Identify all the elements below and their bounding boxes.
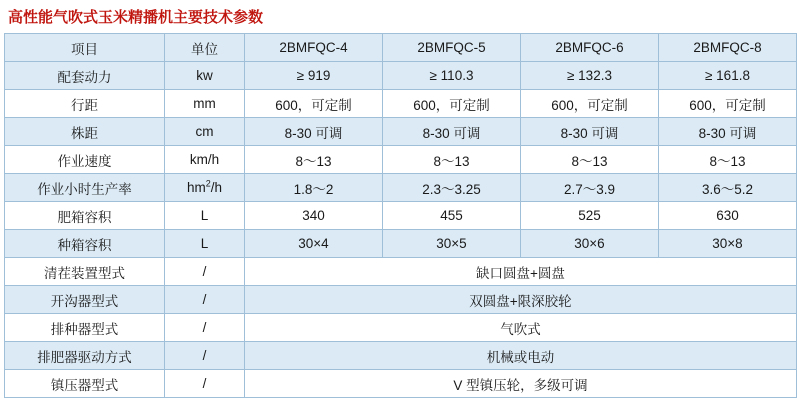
row-value: 2.3～3.25: [383, 174, 521, 202]
row-item-label: 配套动力: [5, 62, 165, 90]
row-value: 8～13: [521, 146, 659, 174]
row-value-merged: 机械或电动: [245, 342, 797, 370]
table-row: [5, 370, 797, 398]
page-title: 高性能气吹式玉米精播机主要技术参数: [8, 9, 264, 26]
row-unit: cm: [165, 118, 245, 146]
column-header-model-4: 2BMFQC-8: [659, 34, 797, 62]
table-row: [5, 174, 797, 202]
row-value: 8～13: [245, 146, 383, 174]
row-value: 2.7～3.9: [521, 174, 659, 202]
table-row: [5, 258, 797, 286]
row-unit: mm: [165, 90, 245, 118]
row-item-label: 株距: [5, 118, 165, 146]
table-row: [5, 202, 797, 230]
column-header-model-2: 2BMFQC-5: [383, 34, 521, 62]
row-item-label: 肥箱容积: [5, 202, 165, 230]
row-value: 600，可定制: [245, 90, 383, 118]
row-value: 30×6: [521, 230, 659, 258]
row-unit: /: [165, 370, 245, 398]
row-unit: /: [165, 314, 245, 342]
table-header-row: [5, 34, 797, 62]
row-item-label: 排种器型式: [5, 314, 165, 342]
column-header-model-1: 2BMFQC-4: [245, 34, 383, 62]
row-item-label: 行距: [5, 90, 165, 118]
table-row: [5, 118, 797, 146]
row-value: 455: [383, 202, 521, 230]
row-value: 340: [245, 202, 383, 230]
row-value-merged: V 型镇压轮，多级可调: [245, 370, 797, 398]
row-value: 8-30 可调: [383, 118, 521, 146]
row-value: 30×4: [245, 230, 383, 258]
table-row: [5, 286, 797, 314]
table-row: [5, 62, 797, 90]
row-unit: /: [165, 342, 245, 370]
column-header-unit: 单位: [165, 34, 245, 62]
row-value: 525: [521, 202, 659, 230]
row-value: 8-30 可调: [245, 118, 383, 146]
row-value: ≥ 110.3: [383, 62, 521, 90]
row-item-label: 作业速度: [5, 146, 165, 174]
row-unit: kw: [165, 62, 245, 90]
row-value-merged: 缺口圆盘+圆盘: [245, 258, 797, 286]
table-row: [5, 342, 797, 370]
row-unit: /: [165, 286, 245, 314]
row-value: 600，可定制: [659, 90, 797, 118]
row-unit: L: [165, 230, 245, 258]
row-item-label: 种箱容积: [5, 230, 165, 258]
row-value: 600，可定制: [383, 90, 521, 118]
table-row: [5, 146, 797, 174]
column-header-model-3: 2BMFQC-6: [521, 34, 659, 62]
row-unit: km/h: [165, 146, 245, 174]
table-body: [5, 62, 797, 398]
row-value: 8～13: [383, 146, 521, 174]
row-value: ≥ 161.8: [659, 62, 797, 90]
row-item-label: 镇压器型式: [5, 370, 165, 398]
table-row: [5, 90, 797, 118]
row-value: 1.8～2: [245, 174, 383, 202]
row-item-label: 排肥器驱动方式: [5, 342, 165, 370]
row-value: 600，可定制: [521, 90, 659, 118]
row-unit: $hm^2/h$: [165, 174, 245, 202]
row-unit: L: [165, 202, 245, 230]
row-item-label: 开沟器型式: [5, 286, 165, 314]
row-value: 3.6～5.2: [659, 174, 797, 202]
row-value: ≥ 919: [245, 62, 383, 90]
row-item-label: 作业小时生产率: [5, 174, 165, 202]
row-value: 8～13: [659, 146, 797, 174]
table-row: [5, 230, 797, 258]
table-head: [5, 34, 797, 62]
row-value: 30×5: [383, 230, 521, 258]
row-item-label: 清茬装置型式: [5, 258, 165, 286]
row-value: 8-30 可调: [521, 118, 659, 146]
spec-table: [4, 33, 797, 398]
row-value-merged: 气吹式: [245, 314, 797, 342]
row-value: ≥ 132.3: [521, 62, 659, 90]
row-value: 630: [659, 202, 797, 230]
spec-table-container: [4, 33, 796, 398]
row-value: 30×8: [659, 230, 797, 258]
row-value: 8-30 可调: [659, 118, 797, 146]
row-unit: /: [165, 258, 245, 286]
table-row: [5, 314, 797, 342]
row-value-merged: 双圆盘+限深胶轮: [245, 286, 797, 314]
column-header-item: 项目: [5, 34, 165, 62]
